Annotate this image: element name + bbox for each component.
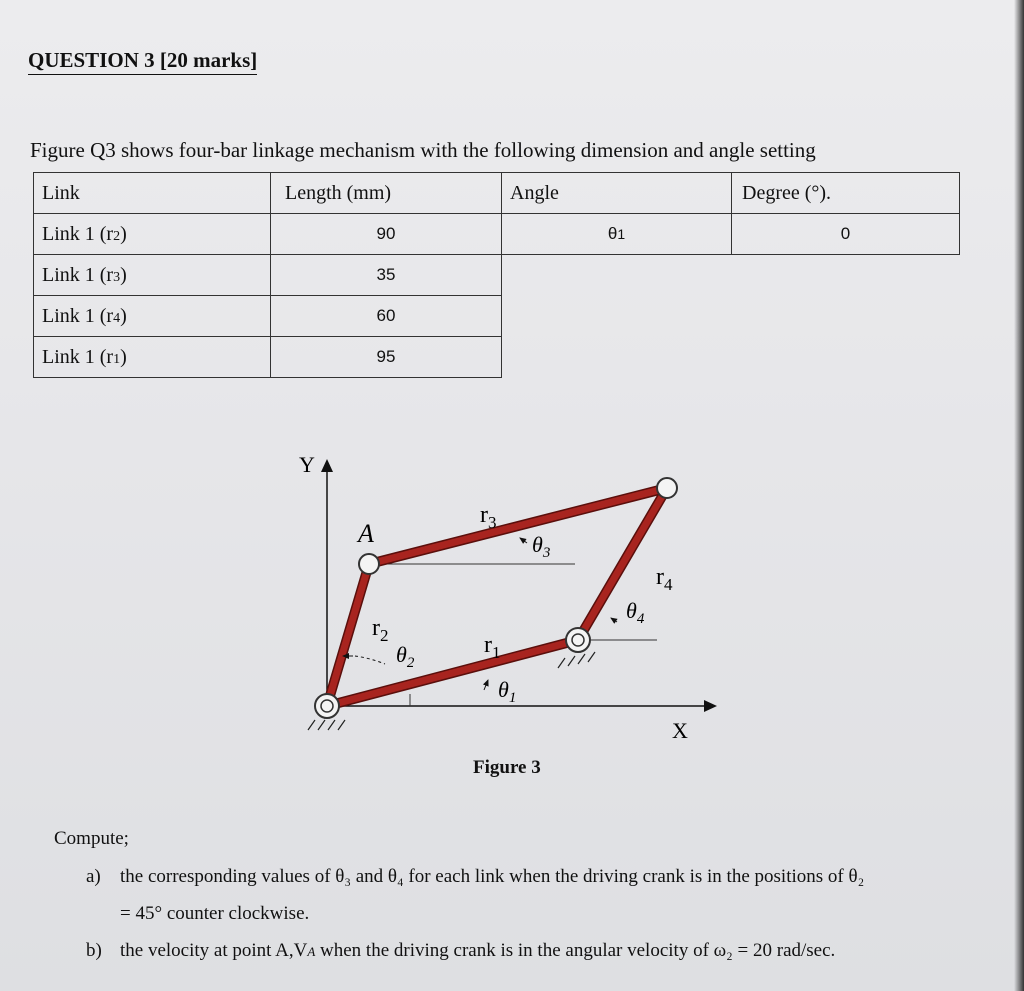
theta1-arrow <box>484 680 488 690</box>
question-a-label: a) <box>86 866 101 887</box>
length-cell: 95 <box>271 337 502 378</box>
question-heading: QUESTION 3 [20 marks] <box>28 48 257 75</box>
length-cell: 90 <box>271 214 502 255</box>
y-axis-arrow-icon <box>321 459 333 472</box>
compute-label: Compute; <box>54 828 129 849</box>
header-degree: Degree (°). <box>732 173 960 214</box>
theta2-arc <box>355 656 385 664</box>
link-r3 <box>369 488 667 564</box>
question-intro: Figure Q3 shows four-bar linkage mechanism with the following dimension and angle setting <box>30 138 816 162</box>
question-a-line1: the corresponding values of θ₃ and θ₄ for each link when the driving crank is in the positions of θ₂ <box>120 866 865 887</box>
theta2-label: $\theta_2$ <box>396 642 415 671</box>
length-cell: 60 <box>271 296 502 337</box>
figure-caption: Figure 3 <box>473 757 541 778</box>
angle-cell: θ1 <box>502 214 732 255</box>
r3-label: $r_3$ <box>480 502 497 532</box>
theta3-label: $\theta_3$ <box>532 532 551 561</box>
header-angle: Angle <box>502 173 732 214</box>
r1-label: $r_1$ <box>484 632 501 662</box>
x-axis-label: X <box>672 718 688 743</box>
link-cell: Link 1 (r1) <box>34 337 271 378</box>
point-a-label: A <box>358 519 374 548</box>
theta1-label: $\theta_1$ <box>498 677 517 706</box>
degree-cell: 0 <box>732 214 960 255</box>
r2-label: $r_2$ <box>372 615 389 645</box>
theta3-arrow <box>520 538 527 543</box>
question-a-line2: = 45° counter clockwise. <box>120 903 310 924</box>
link-cell: Link 1 (r2) <box>34 214 271 255</box>
ground-hatch-o2 <box>308 720 345 730</box>
theta4-label: $\theta_4$ <box>626 598 645 627</box>
ground-pivot-o2 <box>315 694 339 718</box>
question-b-label: b) <box>86 940 102 961</box>
link-r1 <box>327 640 578 706</box>
x-axis-arrow-icon <box>704 700 717 712</box>
r4-label: $r_4$ <box>656 564 673 594</box>
joint-b <box>657 478 677 498</box>
header-length: Length (mm) <box>271 173 502 214</box>
ground-hatch-o4 <box>558 652 595 668</box>
theta4-arrow <box>611 618 617 622</box>
link-cell: Link 1 (r4) <box>34 296 271 337</box>
header-link: Link <box>34 173 271 214</box>
link-r2 <box>327 564 369 706</box>
length-cell: 35 <box>271 255 502 296</box>
y-axis-label: Y <box>299 452 315 477</box>
question-b-line: the velocity at point A,VA when the driving crank is in the angular velocity of ω₂ = 20 rad/sec. <box>120 940 836 961</box>
joint-a <box>359 554 379 574</box>
link-cell: Link 1 (r3) <box>34 255 271 296</box>
ground-pivot-o4 <box>566 628 590 652</box>
